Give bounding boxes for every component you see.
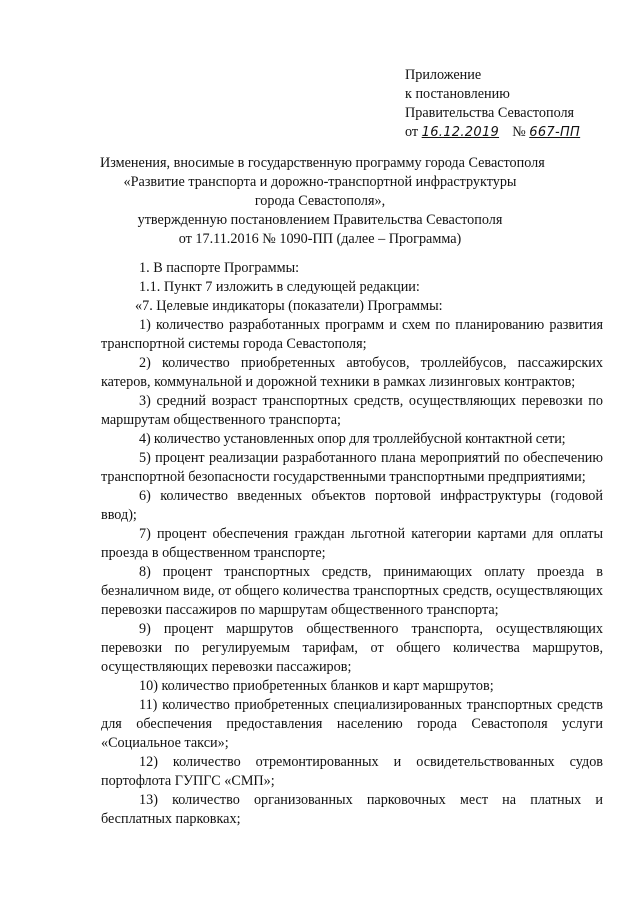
- document-title: [100, 154, 545, 249]
- point-7-header: «7. Целевые индикаторы (показатели) Программы:: [135, 298, 443, 314]
- indicator-item: 2) количество приобретенных автобусов, троллейбусов, пассажирских катеров, коммунальной и дорожной техники в рамках лизинговых контрактов;: [101, 355, 603, 390]
- indicator-item: 6) количество введенных объектов портовой инфраструктуры (годовой ввод);: [101, 488, 603, 523]
- title-line-2: «Развитие транспорта и дорожно-транспортной инфраструктуры: [123, 174, 517, 190]
- indicator-item: 11) количество приобретенных специализированных транспортных средств для обеспечения предоставления населению города Севастополя услуги «Социальное такси»;: [101, 697, 603, 751]
- indicator-item: 5) процент реализации разработанного плана мероприятий по обеспечению транспортной безопасности государственными транспортными предприятиями;: [101, 450, 603, 485]
- indicator-item: 13) количество организованных парковочных мест на платных и бесплатных парковках;: [101, 792, 603, 827]
- document-body: [101, 259, 603, 829]
- date-prefix: от: [405, 124, 419, 140]
- handwritten-date: 16.12.2019: [421, 125, 500, 140]
- appendix-title: Приложение: [405, 67, 482, 83]
- title-line-4: утвержденную постановлением Правительства Севастополя: [137, 212, 503, 228]
- handwritten-number: 667-ПП: [529, 125, 581, 140]
- appendix-date-number: [405, 123, 615, 142]
- indicator-item: 8) процент транспортных средств, принимающих оплату проезда в безналичном виде, от общего количества транспортных средств, осуществляющих перевозки пассажиров по маршрутам общественного транспорта;: [101, 564, 603, 618]
- indicator-item: 9) процент маршрутов общественного транспорта, осуществляющих перевозки по регулируемым тарифам, от общего количества маршрутов, осуществляющих перевозки пассажиров;: [101, 621, 603, 675]
- indicator-item: 10) количество приобретенных бланков и карт маршрутов;: [139, 678, 494, 694]
- indicator-item: 3) средний возраст транспортных средств, осуществляющих перевозки по маршрутам общественного транспорта;: [101, 393, 603, 428]
- indicator-item: 4) количество установленных опор для троллейбусной контактной сети;: [139, 431, 566, 447]
- title-line-1: Изменения, вносимые в государственную программу города Севастополя: [100, 155, 545, 171]
- number-prefix: №: [512, 124, 526, 140]
- section-1: 1. В паспорте Программы:: [139, 260, 300, 276]
- point-1-1: 1.1. Пункт 7 изложить в следующей редакции:: [139, 279, 420, 295]
- indicator-item: 7) процент обеспечения граждан льготной категории картами для оплаты проезда в общественном транспорте;: [101, 526, 603, 561]
- title-line-3: города Севастополя»,: [254, 193, 386, 209]
- title-line-5: от 17.11.2016 № 1090-ПП (далее – Программа): [178, 231, 462, 247]
- indicator-item: 1) количество разработанных программ и схем по планированию развития транспортной системы города Севастополя;: [101, 317, 603, 352]
- appendix-to-resolution: к постановлению: [405, 86, 510, 102]
- appendix-government: Правительства Севастополя: [405, 105, 575, 121]
- indicator-item: 12) количество отремонтированных и освидетельствованных судов портофлота ГУПГС «СМП»;: [101, 754, 603, 789]
- appendix-block: [405, 66, 615, 142]
